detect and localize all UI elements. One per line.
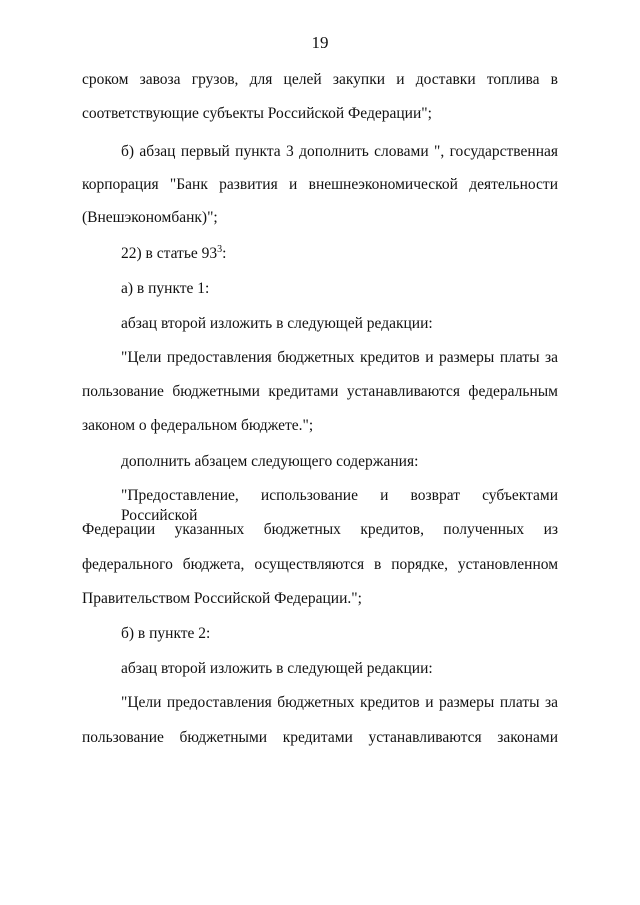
text-fragment: : <box>222 245 227 262</box>
text-line: б) абзац первый пункта 3 дополнить словами ", государственная <box>121 143 558 160</box>
text-line: дополнить абзацем следующего содержания: <box>121 453 419 470</box>
text-fragment: 22) в статье 93 <box>121 245 218 262</box>
text-line: Федерации указанных бюджетных кредитов, полученных из <box>82 521 558 538</box>
text-line: федерального бюджета, осуществляются в порядке, установленном <box>82 556 558 573</box>
text-line: б) в пункте 2: <box>121 625 211 642</box>
text-line: законом о федеральном бюджете."; <box>82 417 314 434</box>
text-line: (Внешэкономбанк)"; <box>82 209 218 226</box>
text-line: абзац второй изложить в следующей редакции: <box>121 660 433 677</box>
text-line: "Цели предоставления бюджетных кредитов и размеры платы за <box>121 694 558 711</box>
superscript: 3 <box>217 244 223 255</box>
text-line: "Предоставление, использование и возврат субъектами Российской <box>121 487 558 524</box>
text-line: соответствующие субъекты Российской Федерации"; <box>82 105 432 122</box>
text-line: сроком завоза грузов, для целей закупки и доставки топлива в <box>82 71 558 88</box>
text-line: пользование бюджетными кредитами устанавливаются федеральным <box>82 383 558 400</box>
text-line: Правительством Российской Федерации."; <box>82 590 362 607</box>
page-number: 19 <box>311 33 329 52</box>
text-line: корпорация "Банк развития и внешнеэкономической деятельности <box>82 176 558 193</box>
text-line: пользование бюджетными кредитами устанавливаются законами <box>82 729 558 746</box>
text-line-with-superscript <box>121 244 558 264</box>
text-line: "Цели предоставления бюджетных кредитов и размеры платы за <box>121 349 558 366</box>
text-line: абзац второй изложить в следующей редакции: <box>121 315 433 332</box>
text-line: а) в пункте 1: <box>121 280 210 297</box>
